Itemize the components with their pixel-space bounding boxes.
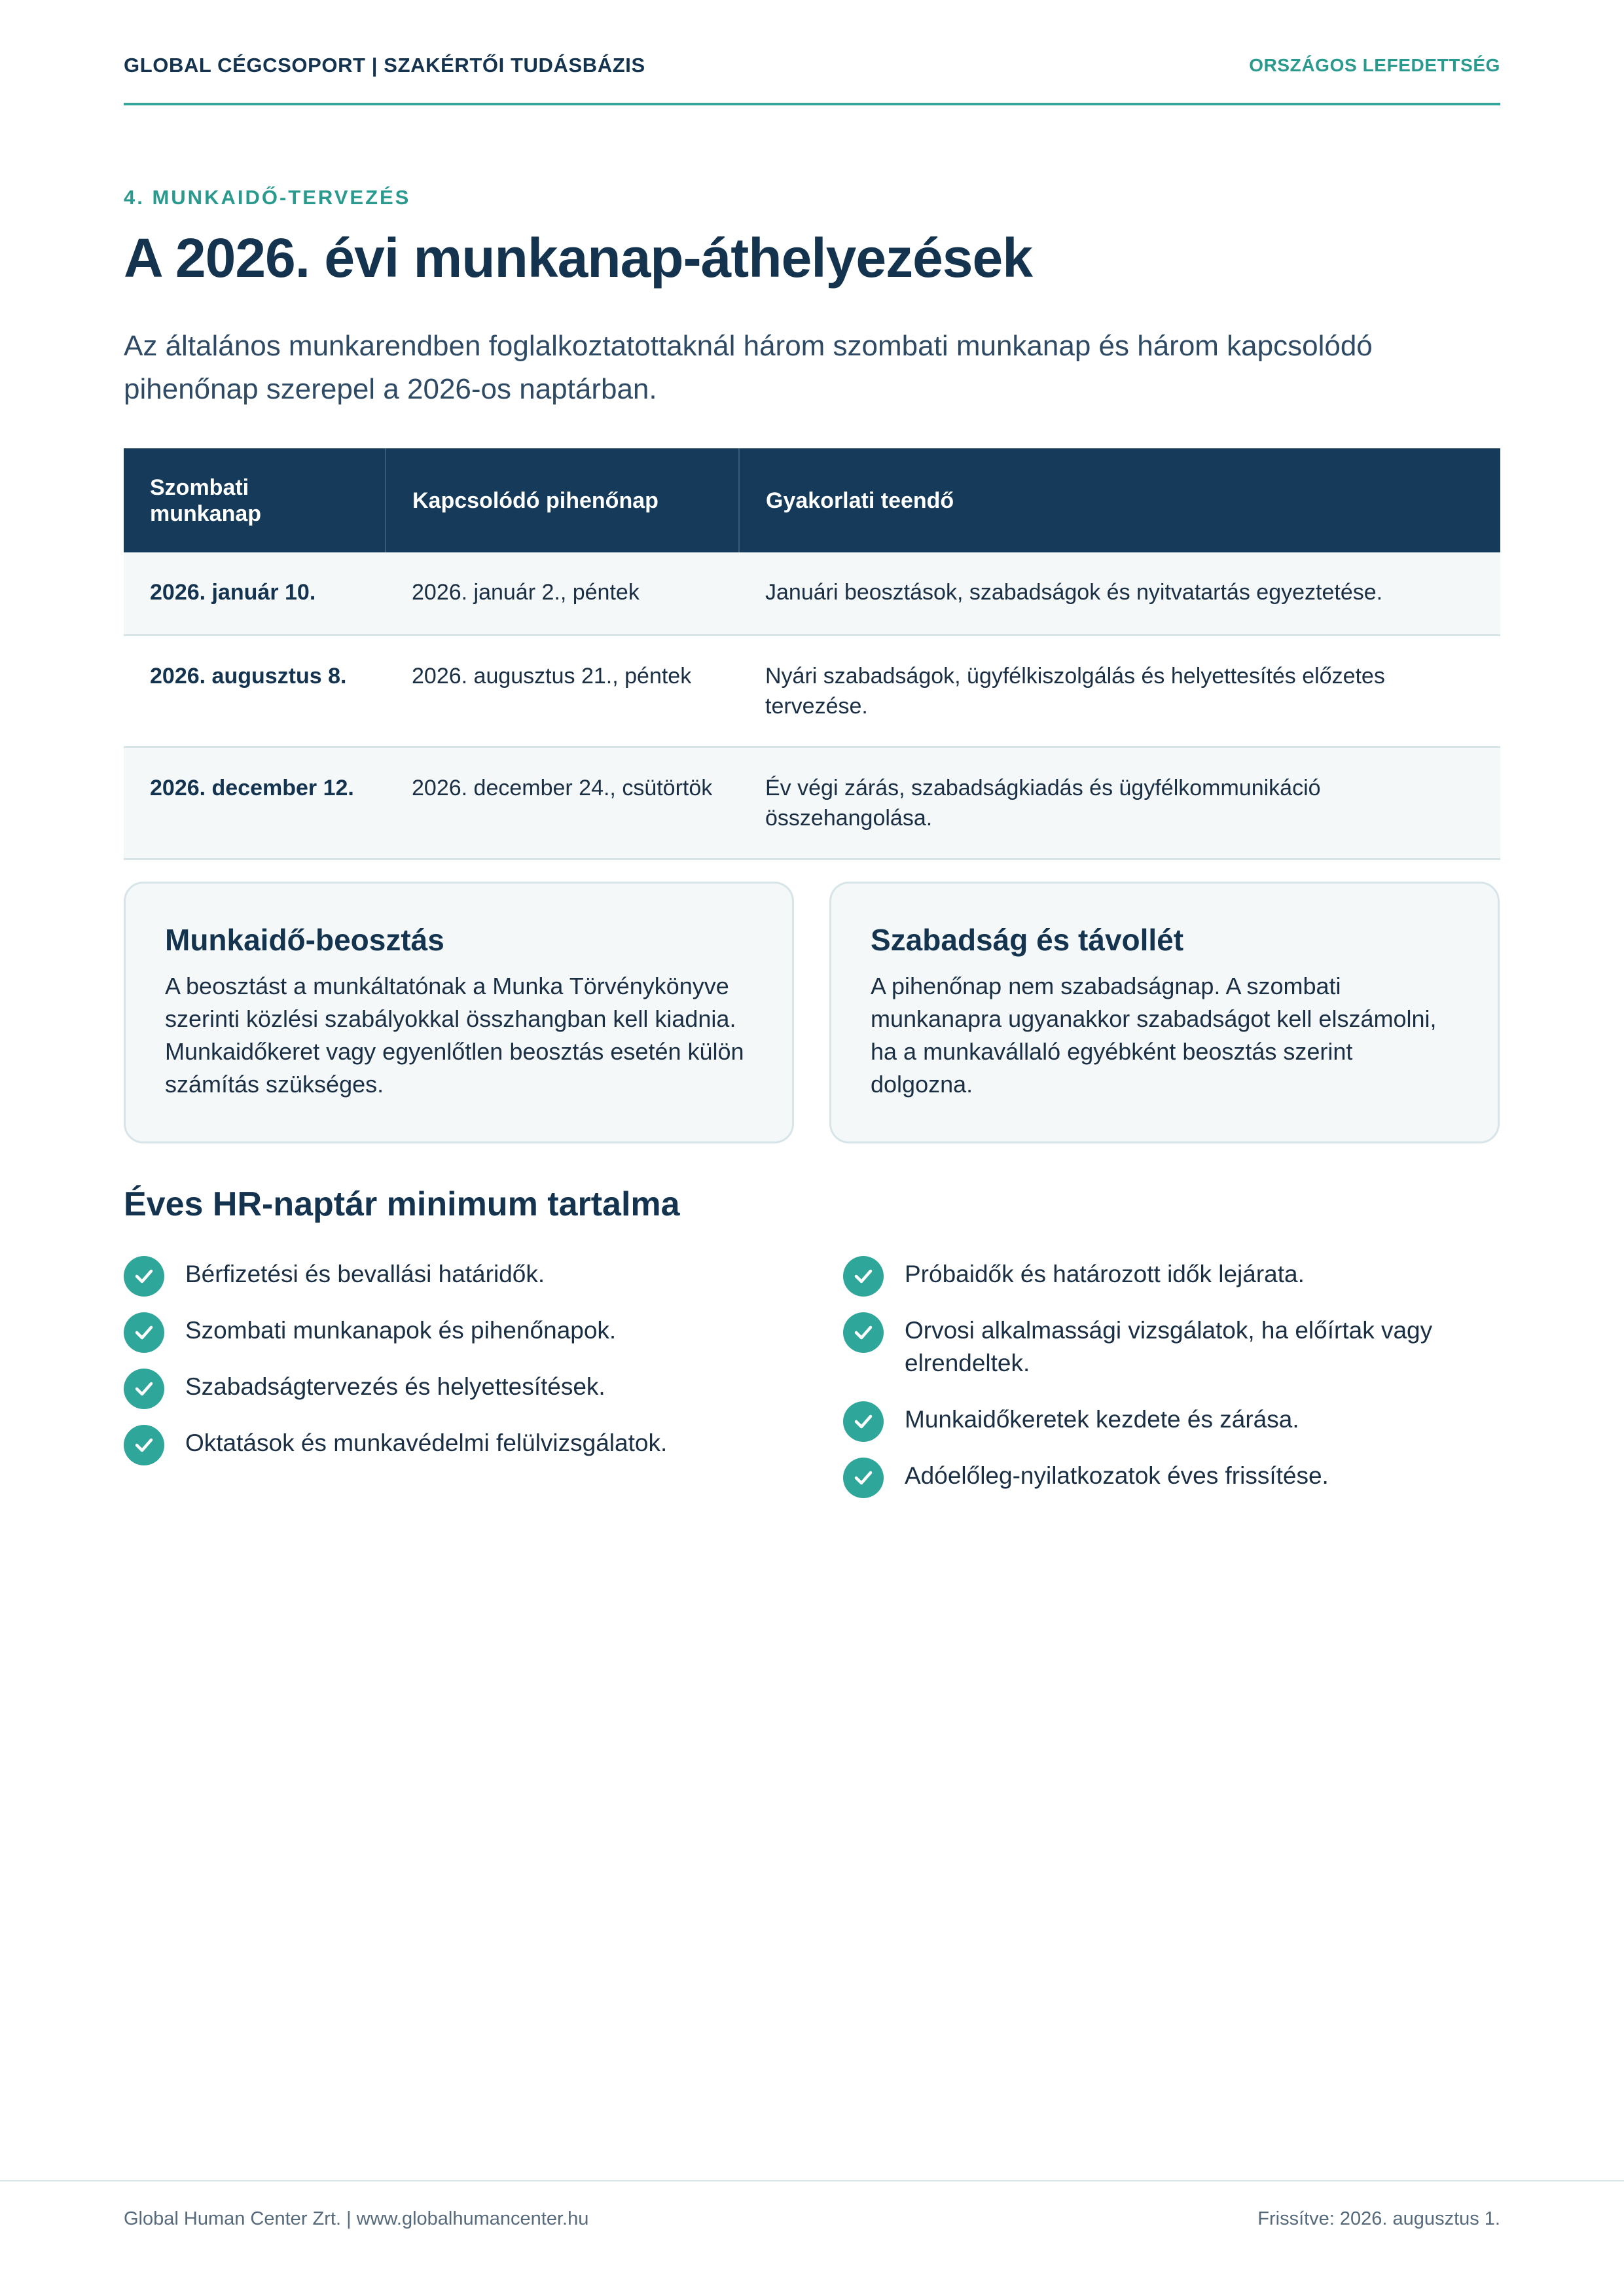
card-title: Szabadság és távollét (871, 923, 1184, 957)
table-cell-restday: 2026. augusztus 21., péntek (386, 635, 739, 747)
check-circle-icon (843, 1458, 884, 1498)
list-item-text: Oktatások és munkavédelmi felülvizsgálatok. (185, 1429, 668, 1456)
table-header-restday: Kapcsolódó pihenőnap (386, 448, 739, 552)
check-circle-icon (124, 1369, 164, 1409)
list-item-text: Bérfizetési és bevallási határidők. (185, 1261, 545, 1287)
list-item (843, 1258, 1478, 1291)
list-item (843, 1314, 1478, 1380)
card-text: A pihenőnap nem szabadságnap. A szombati munkanapra ugyanakkor szabadságot kell elszámolni, ha a munkavállaló egyébként beosztás szerint dolgozna. (871, 973, 1437, 1098)
check-circle-icon (124, 1312, 164, 1353)
table-header-row (124, 448, 1500, 552)
table-row (124, 552, 1500, 635)
list-item-text: Munkaidőkeretek kezdete és zárása. (905, 1406, 1299, 1433)
checklist-title: Éves HR-naptár minimum tartalma (124, 1185, 680, 1223)
card-text: A beosztást a munkáltatónak a Munka Törvénykönyve szerinti közlési szabályokkal összhangban kell kiadnia. Munkaidőkeret vagy egyenlőtlen beosztás esetén külön számítás szükséges. (165, 973, 744, 1098)
checklist-right (843, 1258, 1478, 1516)
table-header-task: Gyakorlati teendő (739, 448, 1500, 552)
table-cell-saturday: 2026. december 12. (124, 747, 386, 859)
info-card-leave (829, 882, 1500, 1143)
list-item (124, 1314, 759, 1347)
table-cell-restday: 2026. december 24., csütörtök (386, 747, 739, 859)
list-item (843, 1403, 1478, 1436)
list-item (124, 1258, 759, 1291)
table-cell-restday: 2026. január 2., péntek (386, 552, 739, 635)
table-row (124, 635, 1500, 747)
check-circle-icon (843, 1401, 884, 1442)
list-item (124, 1371, 759, 1403)
page-header (124, 54, 1500, 80)
workday-table (124, 448, 1500, 860)
list-item (843, 1460, 1478, 1492)
info-card-schedule (124, 882, 794, 1143)
table-header-saturday: Szombati munkanap (124, 448, 386, 552)
header-tagline: ORSZÁGOS LEFEDETTSÉG (1249, 55, 1500, 75)
footer-divider (0, 2180, 1624, 2181)
header-divider (124, 103, 1500, 105)
list-item-text: Orvosi alkalmassági vizsgálatok, ha előírtak vagy elrendeltek. (905, 1317, 1433, 1376)
footer-updated: Frissítve: 2026. augusztus 1. (1257, 2208, 1500, 2229)
table-row (124, 747, 1500, 859)
section-eyebrow: 4. MUNKAIDŐ-TERVEZÉS (124, 186, 411, 209)
check-circle-icon (124, 1256, 164, 1297)
page-title: A 2026. évi munkanap-áthelyezések (124, 227, 1032, 289)
table-cell-saturday: 2026. augusztus 8. (124, 635, 386, 747)
list-item-text: Próbaidők és határozott idők lejárata. (905, 1261, 1305, 1287)
check-circle-icon (843, 1312, 884, 1353)
card-title: Munkaidő-beosztás (165, 923, 444, 957)
list-item-text: Szombati munkanapok és pihenőnapok. (185, 1317, 617, 1344)
list-item (124, 1427, 759, 1460)
table-cell-task: Nyári szabadságok, ügyfélkiszolgálás és helyettesítés előzetes tervezése. (739, 635, 1500, 747)
list-item-text: Adóelőleg-nyilatkozatok éves frissítése. (905, 1462, 1329, 1489)
table-cell-saturday: 2026. január 10. (124, 552, 386, 635)
table-cell-task: Januári beosztások, szabadságok és nyitvatartás egyeztetése. (739, 552, 1500, 635)
checklist-left (124, 1258, 759, 1483)
header-brand: GLOBAL CÉGCSOPORT | SZAKÉRTŐI TUDÁSBÁZIS (124, 54, 645, 77)
list-item-text: Szabadságtervezés és helyettesítések. (185, 1373, 605, 1400)
lead-paragraph: Az általános munkarendben foglalkoztatottaknál három szombati munkanap és három kapcsolódó pihenőnap szerepel a 2026-os naptárban. (124, 330, 1373, 405)
footer-company: Global Human Center Zrt. | www.globalhumancenter.hu (124, 2208, 589, 2229)
check-circle-icon (124, 1425, 164, 1465)
check-circle-icon (843, 1256, 884, 1297)
table-cell-task: Év végi zárás, szabadságkiadás és ügyfélkommunikáció összehangolása. (739, 747, 1500, 859)
